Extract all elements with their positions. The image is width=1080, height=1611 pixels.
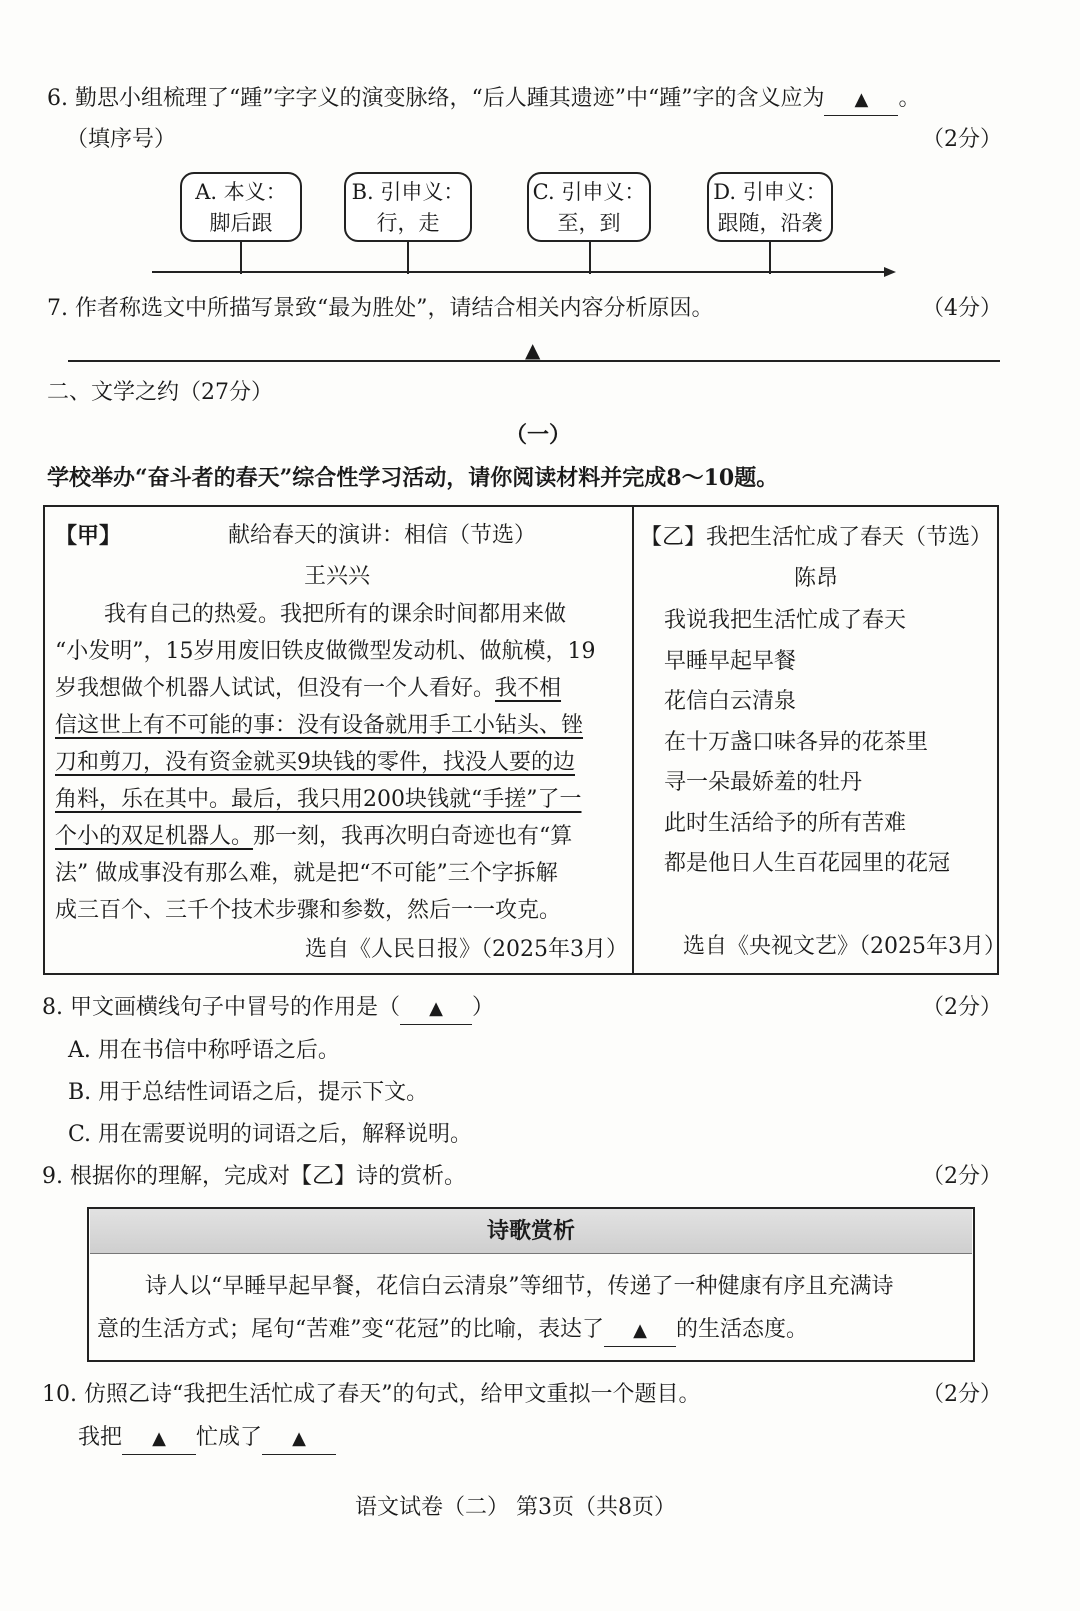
timeline-box-c: C. 引申义： 至，到	[527, 172, 651, 242]
timeline-arrow	[150, 264, 900, 280]
jia-line: 我有自己的热爱。我把所有的课余时间都用来做	[104, 602, 567, 627]
jia-line-underlined: 信这世上有不可能的事：没有设备就用手工小钻头、锉	[55, 713, 584, 738]
q6-stem: 6. 勤思小组梳理了“踵”字字义的演变脉络，“后人踵其遗迹”中“踵”字的含义应为 ▲ 。	[47, 84, 920, 116]
jia-line: 岁我想做个机器人试试，但没有一个人看好。我不相	[55, 676, 562, 701]
q10-score: （2分）	[922, 1382, 1002, 1407]
jia-line-underlined: 角料，乐在其中。最后，我只用200块钱就“手搓”了一	[55, 787, 582, 812]
poem-line: 在十万盏口味各异的花茶里	[664, 729, 929, 755]
q7-score: （4分）	[922, 296, 1002, 321]
jia-label: 【甲】	[55, 523, 122, 549]
q8-option-c[interactable]: C. 用在需要说明的词语之后，解释说明。	[68, 1122, 473, 1147]
section-title: 二、文学之约（27分）	[47, 380, 273, 405]
analysis-title: 诗歌赏析	[487, 1218, 576, 1244]
jia-line: 成三百个、三千个技术步骤和参数，然后一一攻克。	[55, 898, 562, 923]
timeline-box-b: B. 引申义： 行，走	[344, 172, 472, 242]
yi-title: 【乙】我把生活忙成了春天（节选）	[640, 525, 993, 550]
q7-stem: 7. 作者称选文中所描写景致“最为胜处”，请结合相关内容分析原因。	[47, 296, 714, 321]
q6-answer-blank[interactable]: ▲	[824, 84, 898, 116]
jia-line: 法” 做成事没有那么难，就是把“不可能”三个字拆解	[55, 861, 558, 886]
q8-stem: 8. 甲文画横线句子中冒号的作用是（ ▲ ）	[42, 993, 494, 1025]
reading-divider	[632, 505, 634, 975]
poem-line: 我说我把生活忙成了春天	[664, 608, 907, 633]
poem-line: 都是他日人生百花园里的花冠	[664, 851, 951, 876]
q8-option-a[interactable]: A. 用在书信中称呼语之后。	[68, 1038, 340, 1063]
yi-poem	[664, 601, 950, 885]
poem-line: 寻一朵最娇羞的牡丹	[664, 770, 863, 795]
jia-line: 个小的双足机器人。那一刻，我再次明白奇迹也有“算	[55, 824, 573, 849]
section-subtitle: （一）	[505, 422, 572, 448]
timeline-box-a: A. 本义： 脚后跟	[180, 172, 302, 242]
page-footer: 语文试卷（二） 第3页（共8页）	[355, 1495, 676, 1520]
jia-author: 王兴兴	[304, 564, 371, 589]
poem-line: 早睡早起早餐	[664, 648, 797, 674]
q10-answer: 我把 ▲ 忙成了 ▲	[78, 1423, 336, 1455]
q9-answer-blank[interactable]: ▲	[604, 1315, 676, 1347]
q8-answer-blank[interactable]: ▲	[400, 993, 472, 1025]
q9-score: （2分）	[922, 1164, 1002, 1189]
jia-title: 献给春天的演讲：相信（节选）	[228, 523, 537, 548]
q8-option-b[interactable]: B. 用于总结性词语之后，提示下文。	[68, 1080, 429, 1105]
section-intro: 学校举办“奋斗者的春天”综合性学习活动，请你阅读材料并完成8～10题。	[47, 465, 779, 491]
q10-blank-2[interactable]: ▲	[262, 1423, 336, 1455]
q9-stem: 9. 根据你的理解，完成对【乙】诗的赏析。	[42, 1164, 466, 1189]
analysis-line: 意的生活方式；尾句“苦难”变“花冠”的比喻，表达了 ▲ 的生活态度。	[97, 1315, 808, 1347]
q10-blank-1[interactable]: ▲	[122, 1423, 196, 1455]
jia-line-underlined: 刀和剪刀，没有资金就买9块钱的零件，找没人要的边	[55, 750, 575, 775]
analysis-line: 诗人以“早睡早起早餐，花信白云清泉”等细节，传递了一种健康有序且充满诗	[145, 1274, 894, 1299]
yi-source: 选自《央视文艺》（2025年3月）	[683, 934, 1006, 959]
q8-score: （2分）	[922, 995, 1002, 1020]
q6-hint: （填序号）	[66, 127, 177, 152]
q7-answer-mark: ▲	[525, 338, 541, 362]
q10-stem: 10. 仿照乙诗“我把生活忙成了春天”的句式，给甲文重拟一个题目。	[42, 1382, 701, 1407]
jia-line: “小发明”，15岁用废旧铁皮做微型发动机、做航模，19	[55, 639, 596, 664]
timeline-box-d: D. 引申义： 跟随，沿袭	[707, 172, 833, 242]
poem-line: 花信白云清泉	[664, 689, 797, 714]
q6-score: （2分）	[922, 127, 1002, 152]
jia-source: 选自《人民日报》（2025年3月）	[305, 937, 628, 962]
poem-line: 此时生活给予的所有苦难	[664, 810, 907, 836]
yi-author: 陈昂	[794, 566, 839, 591]
